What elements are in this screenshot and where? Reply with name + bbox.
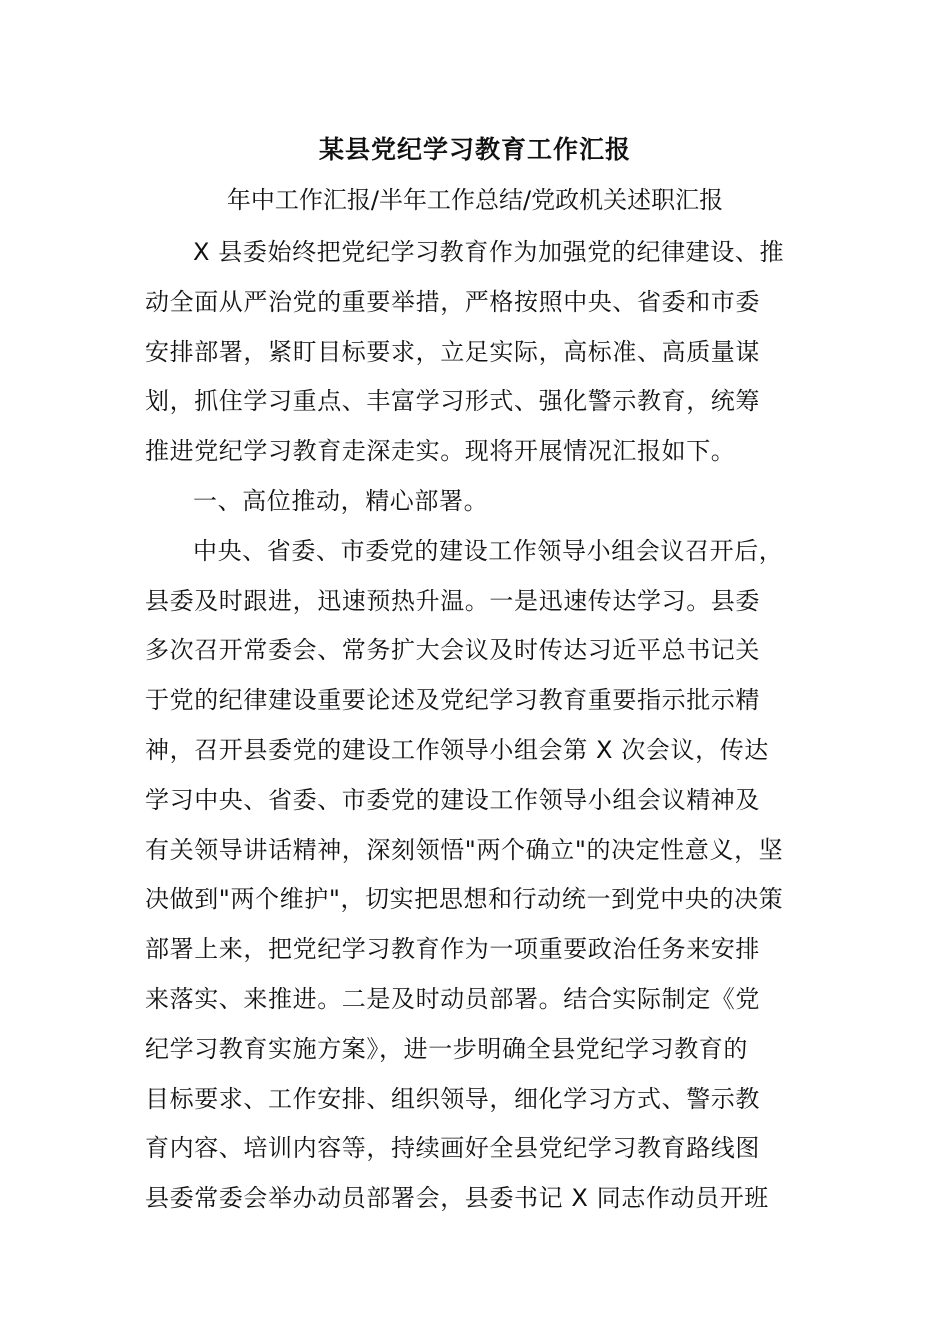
body-line: X 县委始终把党纪学习教育作为加强党的纪律建设、推	[193, 238, 785, 266]
body-line: 划，抓住学习重点、丰富学习形式、强化警示教育，统筹	[145, 387, 760, 416]
document-title: 某县党纪学习教育工作汇报	[318, 135, 631, 164]
body-line: 目标要求、工作安排、组织领导，细化学习方式、警示教	[145, 1084, 760, 1113]
body-line: 县委常委会举办动员部署会，县委书记 X 同志作动员开班	[145, 1184, 769, 1213]
document-body	[145, 228, 845, 1224]
body-line: 推进党纪学习教育走深走实。现将开展情况汇报如下。	[145, 437, 736, 466]
body-line: 神，召开县委党的建设工作领导小组会第 X 次会议，传达	[145, 735, 769, 764]
body-line: 决做到"两个维护"，切实把思想和行动统一到党中央的决策	[145, 885, 784, 914]
body-line: 育内容、培训内容等，持续画好全县党纪学习教育路线图	[145, 1134, 760, 1163]
body-line: 中央、省委、市委党的建设工作领导小组会议召开后，	[193, 536, 784, 565]
body-line: 学习中央、省委、市委党的建设工作领导小组会议精神及	[145, 785, 760, 814]
body-line: 动全面从严治党的重要举措，严格按照中央、省委和市委	[145, 287, 760, 316]
body-line: 来落实、来推进。二是及时动员部署。结合实际制定《党	[145, 984, 760, 1013]
body-line: 有关领导讲话精神，深刻领悟"两个确立"的决定性意义，坚	[145, 835, 784, 864]
body-line: 纪学习教育实施方案》，进一步明确全县党纪学习教育的	[145, 1034, 748, 1063]
body-line: 多次召开常委会、常务扩大会议及时传达习近平总书记关	[145, 636, 760, 665]
section-heading: 一、高位推动，精心部署。	[193, 486, 489, 515]
body-line: 县委及时跟进，迅速预热升温。一是迅速传达学习。县委	[145, 586, 760, 615]
document-subtitle: 年中工作汇报/半年工作总结/党政机关述职汇报	[226, 186, 724, 214]
body-line: 安排部署，紧盯目标要求，立足实际，高标准、高质量谋	[145, 337, 760, 366]
body-line: 部署上来，把党纪学习教育作为一项重要政治任务来安排	[145, 935, 760, 964]
body-line: 于党的纪律建设重要论述及党纪学习教育重要指示批示精	[145, 686, 760, 715]
